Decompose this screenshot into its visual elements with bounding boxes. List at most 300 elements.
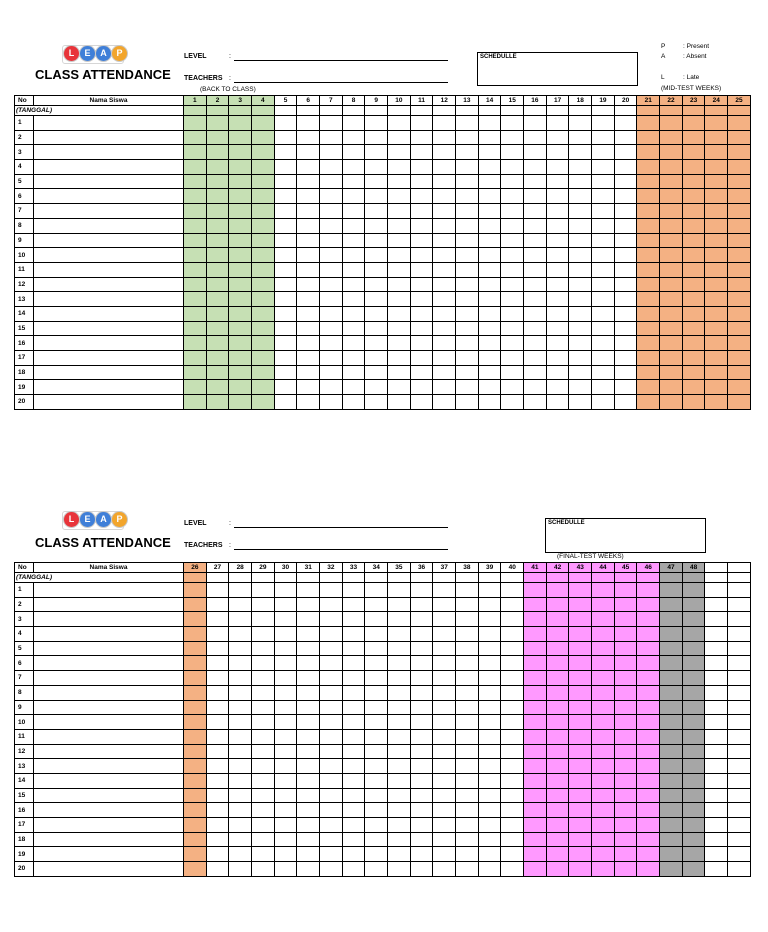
attendance-cell[interactable] xyxy=(705,321,728,336)
attendance-cell[interactable] xyxy=(388,847,411,862)
attendance-cell[interactable] xyxy=(206,641,229,656)
attendance-cell[interactable] xyxy=(705,336,728,351)
attendance-cell[interactable] xyxy=(433,248,456,263)
attendance-cell[interactable] xyxy=(682,380,705,395)
attendance-cell[interactable] xyxy=(320,759,343,774)
attendance-cell[interactable] xyxy=(569,847,592,862)
attendance-cell[interactable] xyxy=(456,612,479,627)
attendance-cell[interactable] xyxy=(456,116,479,131)
attendance-cell[interactable] xyxy=(705,597,728,612)
attendance-cell[interactable] xyxy=(229,233,252,248)
attendance-cell[interactable] xyxy=(524,218,547,233)
attendance-cell[interactable] xyxy=(592,306,615,321)
attendance-cell[interactable] xyxy=(546,803,569,818)
attendance-cell[interactable] xyxy=(297,788,320,803)
attendance-cell[interactable] xyxy=(388,160,411,175)
attendance-cell[interactable] xyxy=(252,248,275,263)
attendance-cell[interactable] xyxy=(229,671,252,686)
schedule-box[interactable] xyxy=(477,52,638,86)
attendance-cell[interactable] xyxy=(274,204,297,219)
attendance-cell[interactable] xyxy=(456,715,479,730)
attendance-cell[interactable] xyxy=(229,583,252,598)
attendance-cell[interactable] xyxy=(614,715,637,730)
student-name-cell[interactable] xyxy=(34,336,184,351)
attendance-cell[interactable] xyxy=(206,262,229,277)
attendance-cell[interactable] xyxy=(592,685,615,700)
attendance-cell[interactable] xyxy=(274,832,297,847)
date-cell[interactable] xyxy=(274,106,297,116)
attendance-cell[interactable] xyxy=(614,583,637,598)
attendance-cell[interactable] xyxy=(229,306,252,321)
attendance-cell[interactable] xyxy=(320,130,343,145)
attendance-cell[interactable] xyxy=(342,189,365,204)
attendance-cell[interactable] xyxy=(388,818,411,833)
attendance-cell[interactable] xyxy=(252,218,275,233)
attendance-cell[interactable] xyxy=(614,321,637,336)
attendance-cell[interactable] xyxy=(660,351,683,366)
attendance-cell[interactable] xyxy=(274,351,297,366)
attendance-cell[interactable] xyxy=(524,773,547,788)
attendance-cell[interactable] xyxy=(614,262,637,277)
attendance-cell[interactable] xyxy=(501,248,524,263)
attendance-cell[interactable] xyxy=(456,788,479,803)
attendance-cell[interactable] xyxy=(592,627,615,642)
attendance-cell[interactable] xyxy=(365,321,388,336)
attendance-cell[interactable] xyxy=(728,832,751,847)
attendance-cell[interactable] xyxy=(682,277,705,292)
attendance-cell[interactable] xyxy=(433,773,456,788)
attendance-cell[interactable] xyxy=(456,627,479,642)
attendance-cell[interactable] xyxy=(365,803,388,818)
attendance-cell[interactable] xyxy=(206,145,229,160)
attendance-cell[interactable] xyxy=(365,218,388,233)
attendance-cell[interactable] xyxy=(546,189,569,204)
attendance-cell[interactable] xyxy=(569,612,592,627)
attendance-cell[interactable] xyxy=(478,744,501,759)
attendance-cell[interactable] xyxy=(569,306,592,321)
attendance-cell[interactable] xyxy=(501,189,524,204)
attendance-cell[interactable] xyxy=(206,365,229,380)
attendance-cell[interactable] xyxy=(637,583,660,598)
date-cell[interactable] xyxy=(660,573,683,583)
attendance-cell[interactable] xyxy=(320,204,343,219)
student-name-cell[interactable] xyxy=(34,715,184,730)
attendance-cell[interactable] xyxy=(705,292,728,307)
attendance-cell[interactable] xyxy=(705,306,728,321)
attendance-cell[interactable] xyxy=(546,174,569,189)
attendance-cell[interactable] xyxy=(592,189,615,204)
attendance-cell[interactable] xyxy=(660,671,683,686)
attendance-cell[interactable] xyxy=(614,204,637,219)
level-field[interactable] xyxy=(234,527,448,528)
attendance-cell[interactable] xyxy=(478,612,501,627)
attendance-cell[interactable] xyxy=(728,248,751,263)
attendance-cell[interactable] xyxy=(388,715,411,730)
student-name-cell[interactable] xyxy=(34,116,184,131)
attendance-cell[interactable] xyxy=(410,641,433,656)
attendance-cell[interactable] xyxy=(682,818,705,833)
attendance-cell[interactable] xyxy=(637,847,660,862)
attendance-cell[interactable] xyxy=(342,583,365,598)
attendance-cell[interactable] xyxy=(206,597,229,612)
attendance-cell[interactable] xyxy=(252,365,275,380)
attendance-cell[interactable] xyxy=(229,336,252,351)
attendance-cell[interactable] xyxy=(342,832,365,847)
date-cell[interactable] xyxy=(682,106,705,116)
attendance-cell[interactable] xyxy=(478,174,501,189)
attendance-cell[interactable] xyxy=(252,803,275,818)
attendance-cell[interactable] xyxy=(184,351,207,366)
date-cell[interactable] xyxy=(478,573,501,583)
attendance-cell[interactable] xyxy=(637,715,660,730)
attendance-cell[interactable] xyxy=(184,321,207,336)
attendance-cell[interactable] xyxy=(252,832,275,847)
attendance-cell[interactable] xyxy=(478,788,501,803)
attendance-cell[interactable] xyxy=(501,380,524,395)
attendance-cell[interactable] xyxy=(229,612,252,627)
attendance-cell[interactable] xyxy=(388,116,411,131)
attendance-cell[interactable] xyxy=(682,685,705,700)
attendance-cell[interactable] xyxy=(614,306,637,321)
attendance-cell[interactable] xyxy=(365,160,388,175)
attendance-cell[interactable] xyxy=(705,832,728,847)
attendance-cell[interactable] xyxy=(478,803,501,818)
attendance-cell[interactable] xyxy=(592,145,615,160)
attendance-cell[interactable] xyxy=(252,160,275,175)
attendance-cell[interactable] xyxy=(614,685,637,700)
date-cell[interactable] xyxy=(592,106,615,116)
attendance-cell[interactable] xyxy=(614,380,637,395)
attendance-cell[interactable] xyxy=(388,248,411,263)
attendance-cell[interactable] xyxy=(705,862,728,877)
attendance-cell[interactable] xyxy=(297,395,320,410)
attendance-cell[interactable] xyxy=(365,248,388,263)
attendance-cell[interactable] xyxy=(365,627,388,642)
attendance-cell[interactable] xyxy=(592,351,615,366)
attendance-cell[interactable] xyxy=(614,744,637,759)
attendance-cell[interactable] xyxy=(637,145,660,160)
student-name-cell[interactable] xyxy=(34,744,184,759)
attendance-cell[interactable] xyxy=(660,277,683,292)
attendance-cell[interactable] xyxy=(184,862,207,877)
attendance-cell[interactable] xyxy=(569,336,592,351)
attendance-cell[interactable] xyxy=(524,160,547,175)
attendance-cell[interactable] xyxy=(592,729,615,744)
attendance-cell[interactable] xyxy=(660,160,683,175)
attendance-cell[interactable] xyxy=(705,204,728,219)
attendance-cell[interactable] xyxy=(184,671,207,686)
attendance-cell[interactable] xyxy=(660,685,683,700)
attendance-cell[interactable] xyxy=(456,744,479,759)
student-name-cell[interactable] xyxy=(34,145,184,160)
student-name-cell[interactable] xyxy=(34,627,184,642)
attendance-cell[interactable] xyxy=(342,145,365,160)
attendance-cell[interactable] xyxy=(274,145,297,160)
attendance-cell[interactable] xyxy=(297,306,320,321)
attendance-cell[interactable] xyxy=(501,700,524,715)
date-cell[interactable] xyxy=(705,106,728,116)
attendance-cell[interactable] xyxy=(184,685,207,700)
attendance-cell[interactable] xyxy=(705,130,728,145)
attendance-cell[interactable] xyxy=(660,248,683,263)
attendance-cell[interactable] xyxy=(524,351,547,366)
attendance-cell[interactable] xyxy=(501,277,524,292)
attendance-cell[interactable] xyxy=(501,729,524,744)
attendance-cell[interactable] xyxy=(274,818,297,833)
attendance-cell[interactable] xyxy=(388,773,411,788)
attendance-cell[interactable] xyxy=(660,583,683,598)
attendance-cell[interactable] xyxy=(252,174,275,189)
student-name-cell[interactable] xyxy=(34,832,184,847)
attendance-cell[interactable] xyxy=(410,365,433,380)
attendance-cell[interactable] xyxy=(456,671,479,686)
attendance-cell[interactable] xyxy=(365,174,388,189)
attendance-cell[interactable] xyxy=(682,130,705,145)
student-name-cell[interactable] xyxy=(34,204,184,219)
attendance-cell[interactable] xyxy=(592,612,615,627)
attendance-cell[interactable] xyxy=(546,612,569,627)
attendance-cell[interactable] xyxy=(614,832,637,847)
attendance-cell[interactable] xyxy=(728,189,751,204)
attendance-cell[interactable] xyxy=(206,612,229,627)
attendance-cell[interactable] xyxy=(614,847,637,862)
attendance-cell[interactable] xyxy=(569,759,592,774)
attendance-cell[interactable] xyxy=(637,174,660,189)
attendance-cell[interactable] xyxy=(184,597,207,612)
attendance-cell[interactable] xyxy=(637,248,660,263)
attendance-cell[interactable] xyxy=(433,321,456,336)
attendance-cell[interactable] xyxy=(524,685,547,700)
attendance-cell[interactable] xyxy=(682,160,705,175)
attendance-cell[interactable] xyxy=(592,365,615,380)
attendance-cell[interactable] xyxy=(501,160,524,175)
attendance-cell[interactable] xyxy=(297,641,320,656)
attendance-cell[interactable] xyxy=(206,715,229,730)
attendance-cell[interactable] xyxy=(456,233,479,248)
attendance-cell[interactable] xyxy=(184,130,207,145)
attendance-cell[interactable] xyxy=(524,627,547,642)
attendance-cell[interactable] xyxy=(184,759,207,774)
student-name-cell[interactable] xyxy=(34,656,184,671)
attendance-cell[interactable] xyxy=(320,160,343,175)
attendance-cell[interactable] xyxy=(410,218,433,233)
attendance-cell[interactable] xyxy=(365,612,388,627)
attendance-cell[interactable] xyxy=(682,847,705,862)
attendance-cell[interactable] xyxy=(728,671,751,686)
attendance-cell[interactable] xyxy=(274,597,297,612)
attendance-cell[interactable] xyxy=(524,832,547,847)
attendance-cell[interactable] xyxy=(456,336,479,351)
attendance-cell[interactable] xyxy=(592,862,615,877)
attendance-cell[interactable] xyxy=(342,641,365,656)
attendance-cell[interactable] xyxy=(637,700,660,715)
attendance-cell[interactable] xyxy=(614,365,637,380)
attendance-cell[interactable] xyxy=(206,116,229,131)
attendance-cell[interactable] xyxy=(388,862,411,877)
attendance-cell[interactable] xyxy=(433,818,456,833)
attendance-cell[interactable] xyxy=(274,744,297,759)
attendance-cell[interactable] xyxy=(252,862,275,877)
attendance-cell[interactable] xyxy=(320,189,343,204)
attendance-cell[interactable] xyxy=(274,248,297,263)
attendance-cell[interactable] xyxy=(682,832,705,847)
attendance-cell[interactable] xyxy=(229,189,252,204)
attendance-cell[interactable] xyxy=(660,744,683,759)
attendance-cell[interactable] xyxy=(501,862,524,877)
attendance-cell[interactable] xyxy=(456,597,479,612)
attendance-cell[interactable] xyxy=(388,189,411,204)
attendance-cell[interactable] xyxy=(229,395,252,410)
attendance-cell[interactable] xyxy=(569,351,592,366)
attendance-cell[interactable] xyxy=(184,174,207,189)
attendance-cell[interactable] xyxy=(433,365,456,380)
attendance-cell[interactable] xyxy=(637,130,660,145)
attendance-cell[interactable] xyxy=(320,862,343,877)
attendance-cell[interactable] xyxy=(388,612,411,627)
attendance-cell[interactable] xyxy=(206,160,229,175)
attendance-cell[interactable] xyxy=(184,365,207,380)
attendance-cell[interactable] xyxy=(478,380,501,395)
date-cell[interactable] xyxy=(433,106,456,116)
attendance-cell[interactable] xyxy=(433,803,456,818)
attendance-cell[interactable] xyxy=(206,306,229,321)
attendance-cell[interactable] xyxy=(524,744,547,759)
attendance-cell[interactable] xyxy=(682,641,705,656)
attendance-cell[interactable] xyxy=(592,788,615,803)
attendance-cell[interactable] xyxy=(456,583,479,598)
date-cell[interactable] xyxy=(501,106,524,116)
date-cell[interactable] xyxy=(388,573,411,583)
attendance-cell[interactable] xyxy=(592,818,615,833)
attendance-cell[interactable] xyxy=(524,306,547,321)
attendance-cell[interactable] xyxy=(501,262,524,277)
attendance-cell[interactable] xyxy=(524,380,547,395)
attendance-cell[interactable] xyxy=(682,627,705,642)
attendance-cell[interactable] xyxy=(705,818,728,833)
attendance-cell[interactable] xyxy=(705,744,728,759)
attendance-cell[interactable] xyxy=(184,612,207,627)
attendance-cell[interactable] xyxy=(705,380,728,395)
attendance-cell[interactable] xyxy=(728,759,751,774)
attendance-cell[interactable] xyxy=(614,174,637,189)
attendance-cell[interactable] xyxy=(660,233,683,248)
attendance-cell[interactable] xyxy=(184,656,207,671)
attendance-cell[interactable] xyxy=(410,380,433,395)
attendance-cell[interactable] xyxy=(206,583,229,598)
attendance-cell[interactable] xyxy=(410,685,433,700)
attendance-cell[interactable] xyxy=(274,395,297,410)
attendance-cell[interactable] xyxy=(637,656,660,671)
date-cell[interactable] xyxy=(433,573,456,583)
date-cell[interactable] xyxy=(456,573,479,583)
attendance-cell[interactable] xyxy=(342,788,365,803)
attendance-cell[interactable] xyxy=(184,233,207,248)
attendance-cell[interactable] xyxy=(592,395,615,410)
attendance-cell[interactable] xyxy=(297,160,320,175)
attendance-cell[interactable] xyxy=(320,174,343,189)
attendance-cell[interactable] xyxy=(229,847,252,862)
attendance-cell[interactable] xyxy=(342,744,365,759)
attendance-cell[interactable] xyxy=(342,292,365,307)
attendance-cell[interactable] xyxy=(252,145,275,160)
attendance-cell[interactable] xyxy=(320,641,343,656)
attendance-cell[interactable] xyxy=(206,627,229,642)
attendance-cell[interactable] xyxy=(320,321,343,336)
attendance-cell[interactable] xyxy=(569,803,592,818)
attendance-cell[interactable] xyxy=(569,729,592,744)
date-cell[interactable] xyxy=(320,106,343,116)
attendance-cell[interactable] xyxy=(637,262,660,277)
date-cell[interactable] xyxy=(546,573,569,583)
attendance-cell[interactable] xyxy=(320,627,343,642)
attendance-cell[interactable] xyxy=(501,744,524,759)
attendance-cell[interactable] xyxy=(682,700,705,715)
attendance-cell[interactable] xyxy=(682,145,705,160)
attendance-cell[interactable] xyxy=(229,788,252,803)
attendance-cell[interactable] xyxy=(365,351,388,366)
attendance-cell[interactable] xyxy=(320,773,343,788)
attendance-cell[interactable] xyxy=(410,116,433,131)
attendance-cell[interactable] xyxy=(229,803,252,818)
date-cell[interactable] xyxy=(274,573,297,583)
date-cell[interactable] xyxy=(410,106,433,116)
attendance-cell[interactable] xyxy=(433,189,456,204)
attendance-cell[interactable] xyxy=(705,365,728,380)
attendance-cell[interactable] xyxy=(388,583,411,598)
attendance-cell[interactable] xyxy=(320,612,343,627)
attendance-cell[interactable] xyxy=(365,671,388,686)
attendance-cell[interactable] xyxy=(229,597,252,612)
attendance-cell[interactable] xyxy=(637,204,660,219)
attendance-cell[interactable] xyxy=(660,174,683,189)
attendance-cell[interactable] xyxy=(410,174,433,189)
attendance-cell[interactable] xyxy=(660,145,683,160)
attendance-cell[interactable] xyxy=(478,832,501,847)
attendance-cell[interactable] xyxy=(456,145,479,160)
attendance-cell[interactable] xyxy=(728,116,751,131)
attendance-cell[interactable] xyxy=(682,248,705,263)
attendance-cell[interactable] xyxy=(365,277,388,292)
attendance-cell[interactable] xyxy=(478,773,501,788)
attendance-cell[interactable] xyxy=(388,365,411,380)
attendance-cell[interactable] xyxy=(637,380,660,395)
attendance-cell[interactable] xyxy=(546,832,569,847)
attendance-cell[interactable] xyxy=(478,597,501,612)
attendance-cell[interactable] xyxy=(705,277,728,292)
attendance-cell[interactable] xyxy=(274,671,297,686)
attendance-cell[interactable] xyxy=(274,116,297,131)
attendance-cell[interactable] xyxy=(660,218,683,233)
date-cell[interactable] xyxy=(524,573,547,583)
student-name-cell[interactable] xyxy=(34,292,184,307)
attendance-cell[interactable] xyxy=(592,116,615,131)
attendance-cell[interactable] xyxy=(342,685,365,700)
attendance-cell[interactable] xyxy=(705,773,728,788)
attendance-cell[interactable] xyxy=(546,818,569,833)
student-name-cell[interactable] xyxy=(34,759,184,774)
attendance-cell[interactable] xyxy=(229,729,252,744)
attendance-cell[interactable] xyxy=(252,700,275,715)
attendance-cell[interactable] xyxy=(592,759,615,774)
attendance-cell[interactable] xyxy=(728,380,751,395)
attendance-cell[interactable] xyxy=(682,788,705,803)
attendance-cell[interactable] xyxy=(433,847,456,862)
attendance-cell[interactable] xyxy=(705,262,728,277)
attendance-cell[interactable] xyxy=(229,365,252,380)
attendance-cell[interactable] xyxy=(637,832,660,847)
attendance-cell[interactable] xyxy=(682,759,705,774)
attendance-cell[interactable] xyxy=(660,759,683,774)
